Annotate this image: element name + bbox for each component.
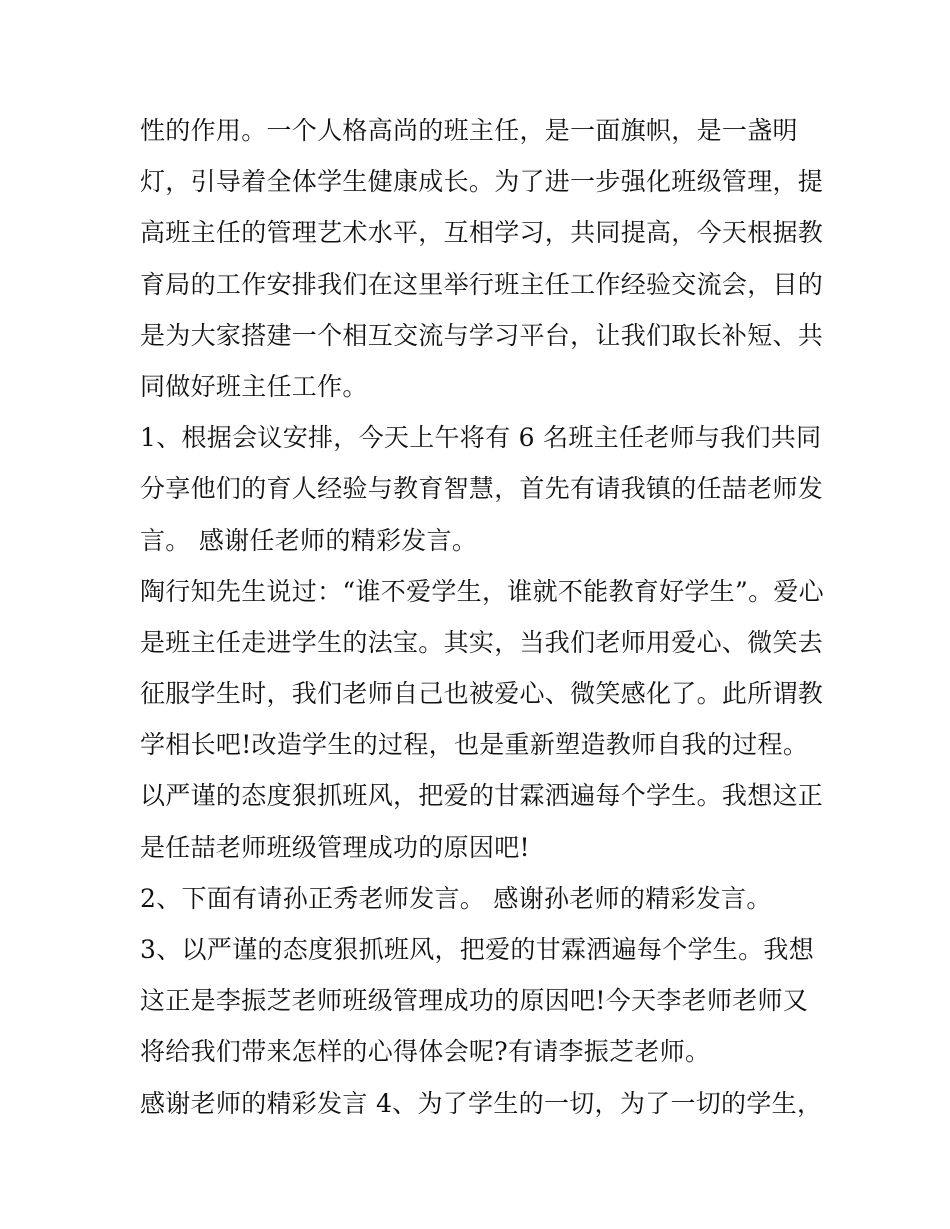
text-line: 将给我们带来怎样的心得体会呢?有请李振芝老师。 bbox=[140, 1037, 711, 1067]
text-line: 高班主任的管理艺术水平，互相学习，共同提高，今天根据教 bbox=[140, 218, 824, 248]
text-line: 以严谨的态度狠抓班风，把爱的甘霖洒遍每个学生。我想这正 bbox=[140, 781, 824, 811]
text-line: 1、根据会议安排，今天上午将有 6 名班主任老师与我们共同 bbox=[140, 423, 822, 453]
text-line: 分享他们的育人经验与教育智慧，首先有请我镇的任喆老师发 bbox=[140, 474, 824, 504]
text-line: 3、以严谨的态度狠抓班风，把爱的甘霖洒遍每个学生。我想 bbox=[140, 935, 815, 964]
text-line: 征服学生时，我们老师自己也被爱心、微笑感化了。此所谓教 bbox=[140, 679, 824, 709]
document-body bbox=[140, 105, 824, 1129]
text-line: 这正是李振芝老师班级管理成功的原因吧!今天李老师老师又 bbox=[140, 986, 809, 1016]
text-line: 灯，引导着全体学生健康成长。为了进一步强化班级管理，提 bbox=[140, 167, 824, 197]
text-line: 陶行知先生说过：“谁不爱学生，谁就不能教育好学生”。爱心 bbox=[140, 576, 824, 606]
text-line: 学相长吧!改造学生的过程，也是重新塑造教师自我的过程。 bbox=[140, 730, 809, 760]
text-line: 性的作用。一个人格高尚的班主任，是一面旗帜，是一盏明 bbox=[140, 116, 798, 145]
text-line: 2、下面有请孙正秀老师发言。 感谢孙老师的精彩发言。 bbox=[140, 883, 772, 913]
text-line: 是班主任走进学生的法宝。其实，当我们老师用爱心、微笑去 bbox=[140, 627, 824, 657]
text-line: 是任喆老师班级管理成功的原因吧! bbox=[140, 832, 530, 862]
text-line: 是为大家搭建一个相互交流与学习平台，让我们取长补短、共 bbox=[140, 320, 824, 350]
text-line: 育局的工作安排我们在这里举行班主任工作经验交流会，目的 bbox=[140, 269, 824, 299]
text-line: 感谢老师的精彩发言 4、为了学生的一切，为了一切的学生， bbox=[140, 1088, 823, 1118]
text-line: 言。 感谢任老师的精彩发言。 bbox=[140, 525, 478, 555]
text-line: 同做好班主任工作。 bbox=[140, 371, 368, 401]
